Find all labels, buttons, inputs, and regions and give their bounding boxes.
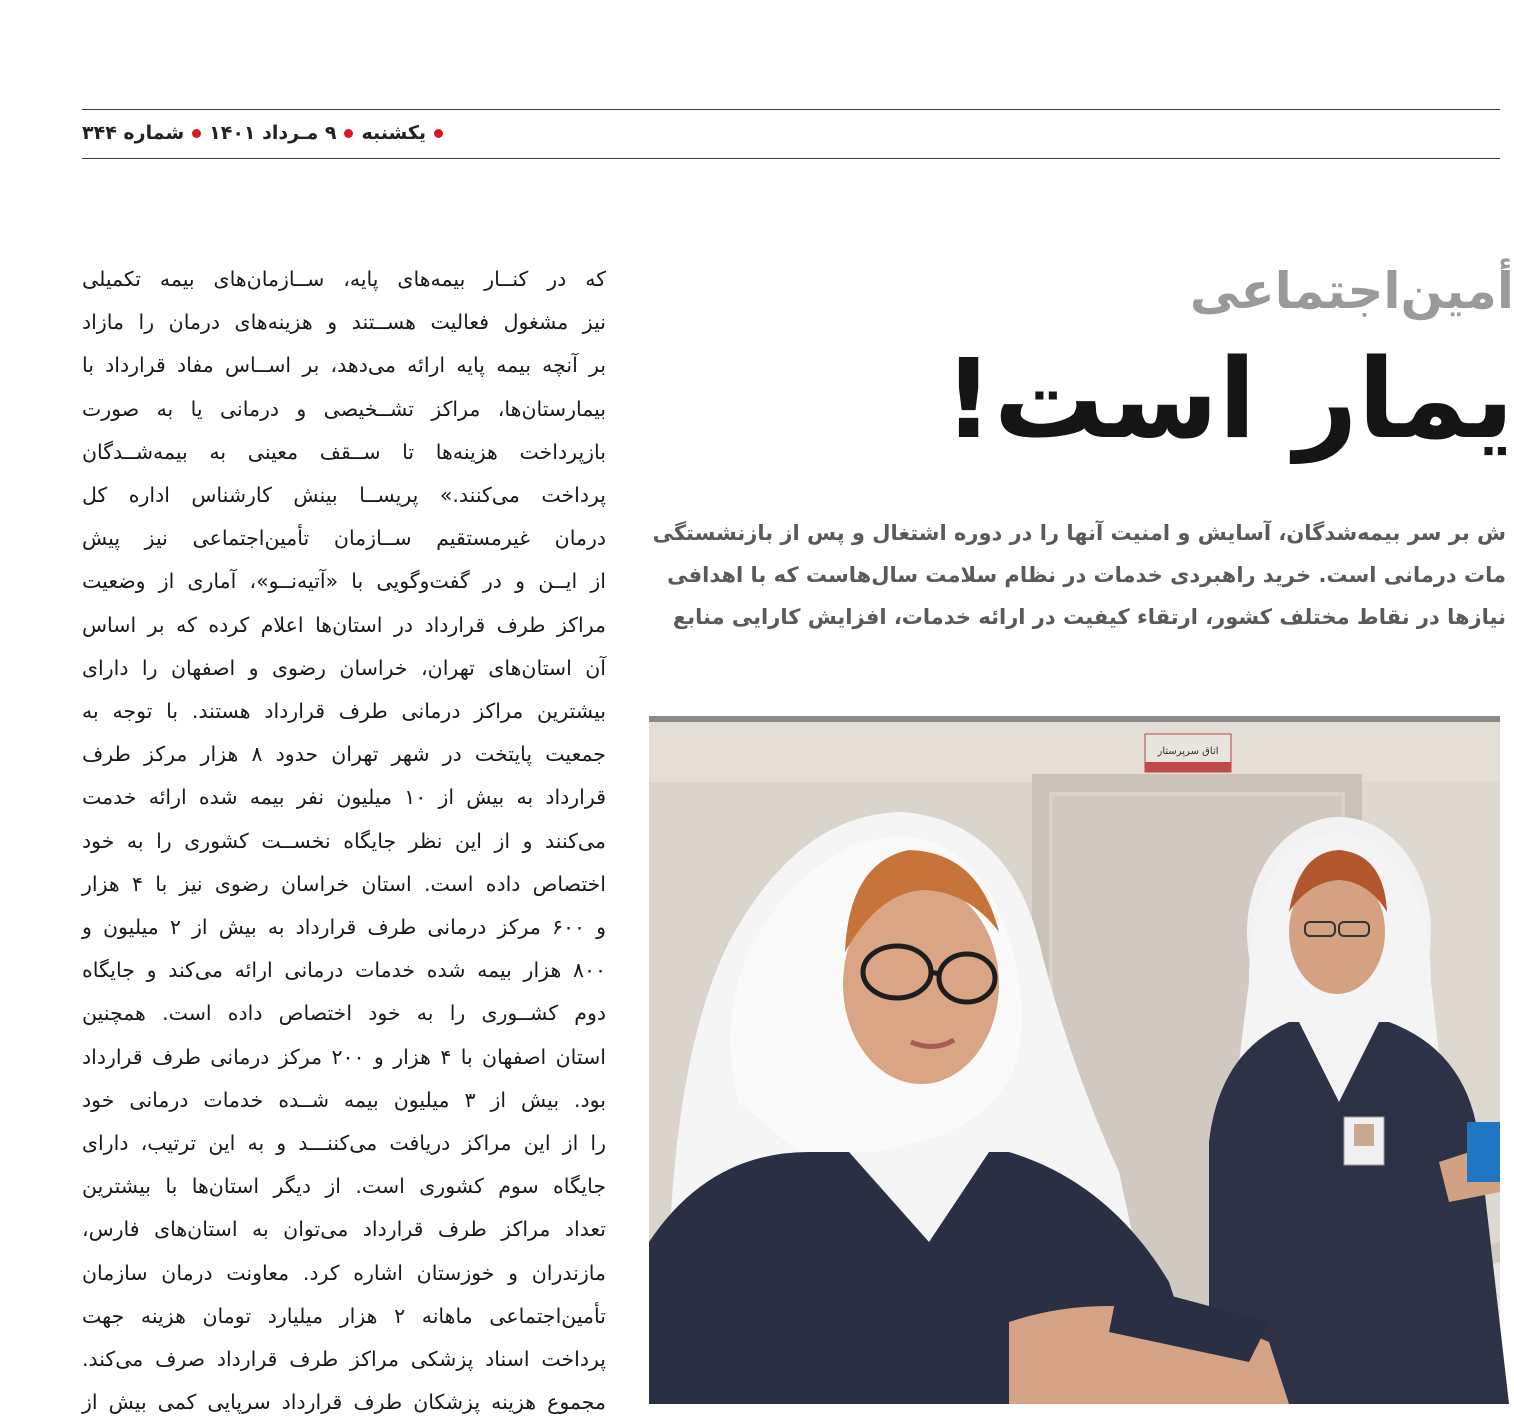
body-line: را از این مراکز دریافت می‌کننـــد و به این ترتیب، دارای [82,1131,606,1156]
body-line: ۸۰۰ هزار بیمه شده خدمات درمانی ارائه می‌کند و جایگاه [82,958,606,983]
article-body-column [82,258,606,1415]
body-line: بیمارستان‌ها، مراکز تشــخیصی و درمانی یا به صورت [82,396,606,421]
article-headline: یمار است! [943,335,1514,463]
dateline-issue: شماره ۳۴۴ [82,122,185,144]
body-line: و ۶۰۰ مرکز درمانی طرف قرارداد به بیش از ۲ میلیون و [82,915,606,940]
nurses-photo [649,716,1500,1398]
body-line: جایگاه سوم کشوری است. از دیگر استان‌ها با بیشترین [82,1174,606,1199]
body-line: جمعیت پایتخت در شهر تهران حدود ۸ هزار مرکز طرف [82,742,606,767]
body-line: پرداخت اسناد پزشکی مراکز طرف قرارداد صرف می‌کند. [82,1347,606,1372]
body-line: می‌کنند و از این نظر جایگاه نخســت کشوری را به خود [82,828,606,853]
bullet-dot-icon [434,129,443,138]
body-line: تعداد مراکز طرف قرارداد می‌توان به استان‌های فارس، [82,1217,606,1242]
body-line: تأمین‌اجتماعی ماهانه ۲ هزار میلیارد تومان هزینه جهت [82,1303,606,1328]
body-line: مراکز طرف قرارداد در استان‌ها اعلام کرده که بر اساس [82,612,606,637]
article-lead [626,512,1506,638]
body-line: اختصاص داده است. استان خراسان رضوی نیز با ۴ هزار [82,871,606,896]
body-line: مازندران و خوزستان اشاره کرد. معاونت درمان سازمان [82,1260,606,1285]
nurses-at-reception-photo-icon [649,722,1500,1404]
header-top-rule [82,109,1500,110]
body-line: دوم کشــوری را به خود اختصاص داده است. همچنین [82,1001,606,1026]
bullet-dot-icon [344,129,353,138]
door-sign-text: اتاق سرپرستار [1157,746,1219,757]
body-line: از ایــن و در گفت‌وگویی با «آتیه‌نــو»، آماری از وضعیت [82,569,606,594]
body-line: که در کنــار بیمه‌های پایه، ســازمان‌های بیمه تکمیلی [82,267,606,291]
lead-line: نیازها در نقاط مختلف کشور، ارتقاء کیفیت در ارائه خدمات، افزایش کارایی منابع [672,605,1506,629]
body-line: پرداخت می‌کنند.» پریســا بینش کارشناس اداره کل [82,483,606,508]
dateline [82,118,443,148]
body-line: استان اصفهان با ۴ هزار و ۲۰۰ مرکز درمانی طرف قرارداد [82,1044,606,1069]
dateline-day: یکشنبه [361,122,427,144]
body-line: قرارداد به بیش از ۱۰ میلیون نفر بیمه شده ارائه خدمت [82,785,606,810]
bullet-dot-icon [192,129,201,138]
lead-line: ش بر سر بیمه‌شدگان، آسایش و امنیت آنها را در دوره اشتغال و پس از بازنشستگی [652,521,1506,545]
body-line: بر آنچه بیمه پایه ارائه می‌دهد، بر اســاس مفاد قرارداد با [82,353,606,378]
lead-line: مات درمانی است. خرید راهبردی خدمات در نظام سلامت سال‌هاست که با اهدافی [667,563,1506,587]
header-bottom-rule [82,158,1500,159]
body-line: درمان غیرمستقیم ســازمان تأمین‌اجتماعی نیز پیش [82,526,606,551]
body-line: بازپرداخت هزینه‌ها تا ســقف معینی به بیمه‌شــدگان [82,439,606,464]
body-line: مجموع هزینه پزشکان طرف قرارداد سرپایی کمی بیش از [82,1390,606,1415]
dateline-date: ۹ مـرداد ۱۴۰۱ [209,122,337,144]
body-line: بود. بیش از ۳ میلیون بیمه شــده خدمات درمانی خود [82,1087,606,1112]
body-line: نیز مشغول فعالیت هســتند و هزینه‌های درمان را مازاد [82,310,606,335]
article-kicker: أمین‌اجتماعی [1189,262,1514,320]
body-line: آن استان‌های تهران، خراسان رضوی و اصفهان را دارای [82,655,606,680]
body-line: بیشترین مراکز درمانی طرف قرارداد هستند. با توجه به [82,699,606,724]
